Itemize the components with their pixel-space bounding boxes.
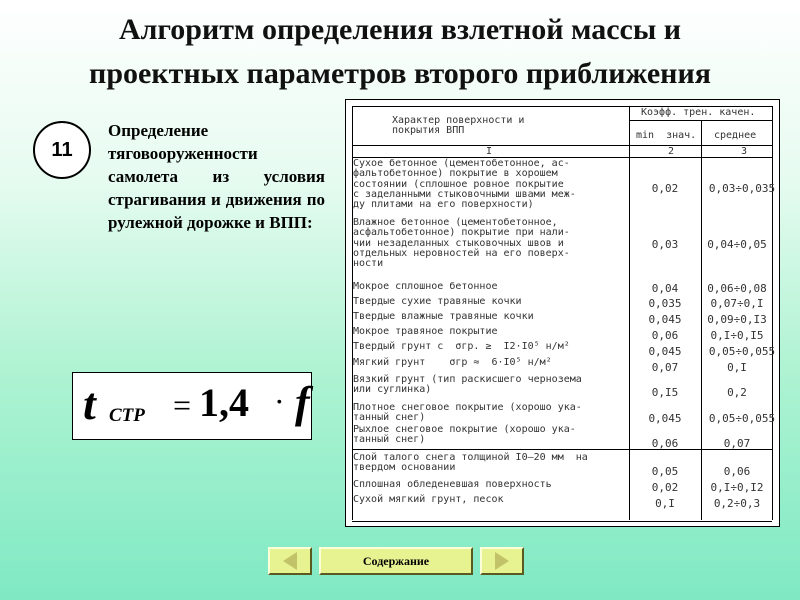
table-row-avg: 0,03÷0,035: [708, 182, 776, 195]
formula-lhs-subscript: СТР: [109, 405, 145, 426]
table-row-min: 0,06: [651, 329, 679, 342]
step-number: 11: [51, 138, 73, 161]
table-colnum-1: I: [486, 146, 493, 157]
step-number-badge: [33, 121, 91, 179]
formula-equals: =: [173, 387, 192, 423]
slide-title-line2: проектных параметров второго приближения: [89, 57, 711, 90]
friction-coefficient-table: [345, 99, 780, 527]
table-row-surface: Сухое бетонное (цементобетонное, ас- фальтобетонное) покрытие в хорошем состоянии (сплошное ровное покрытие с заделанными стыковочными швами меж- ду плитами на его поверхности): [353, 158, 576, 211]
table-row-min: 0,07: [651, 361, 679, 374]
table-row-surface: Мягкий грунт σгр ≈ 6·I0⁵ н/м²: [353, 357, 552, 368]
table-row-min: 0,02: [651, 481, 679, 494]
table-row-min: 0,045: [648, 345, 682, 358]
table-row-avg: 0,I÷0,I2: [710, 481, 764, 494]
table-row-avg: 0,06: [723, 465, 751, 478]
table-col-divider-1: [629, 106, 630, 520]
formula-multiply: ·: [274, 383, 285, 419]
triangle-left-icon: [283, 552, 297, 570]
table-row-avg: 0,09÷0,I3: [707, 313, 767, 326]
table-header-min: min знач.: [636, 130, 697, 141]
formula-variable: f: [295, 378, 310, 427]
table-header-surface: Характер поверхности и покрытия ВПП: [392, 115, 525, 137]
formula-box: [72, 372, 312, 440]
contents-button[interactable]: [319, 547, 473, 575]
table-row-avg: 0,05÷0,055: [708, 345, 776, 358]
table-row-surface: Сплошная обледеневшая поверхность: [353, 479, 552, 490]
table-row-surface: Влажное бетонное (цементобетонное, асфальтобетонное) покрытие при нали- чии незаделанных стыковочных швов и отдельных неровностей на его поверх- ности: [353, 217, 570, 270]
table-row-min: 0,02: [651, 182, 679, 195]
table-row-avg: 0,I: [727, 361, 747, 374]
table-colnum-2: 2: [668, 146, 675, 157]
table-row-surface: Твердый грунт с σгр. ≥ I2·I0⁵ н/м²: [353, 341, 570, 352]
table-row-avg: 0,07÷0,I: [710, 297, 764, 310]
table-row-min: 0,03: [651, 238, 679, 251]
table-row-avg: 0,2÷0,3: [713, 497, 761, 510]
table-row-surface: Рыхлое снеговое покрытие (хорошо ука- танный снег): [353, 424, 576, 446]
table-row-min: 0,04: [651, 282, 679, 295]
slide-title-line1: Алгоритм определения взлетной массы и: [118, 13, 682, 46]
table-row-min: 0,045: [648, 412, 682, 425]
table-border-right: [772, 106, 773, 520]
table-row-min: 0,05: [651, 465, 679, 478]
slide-title: [0, 8, 800, 96]
table-row-min: 0,045: [648, 313, 682, 326]
table-row-surface: Сухой мягкий грунт, песок: [353, 494, 504, 505]
table-row-surface: Слой талого снега толщиной I0–20 мм на твердом основании: [353, 452, 588, 474]
table-row-min: 0,035: [648, 297, 682, 310]
table-header-avg: среднее: [714, 130, 757, 141]
table-bottom-line: [352, 521, 772, 522]
table-row-avg: 0,07: [723, 437, 751, 450]
table-row-surface: Плотное снеговое покрытие (хорошо ука- танный снег): [353, 402, 582, 424]
table-row-surface: Твердые влажные травяные кочки: [353, 311, 534, 322]
table-row-min: 0,I: [655, 497, 675, 510]
table-row-avg: 0,05÷0,055: [708, 412, 776, 425]
table-colnum-3: 3: [741, 146, 748, 157]
triangle-right-icon: [495, 552, 509, 570]
table-row-surface: Вязкий грунт (тип раскисшего чернозема или суглинка): [353, 374, 582, 396]
table-row-surface: Твердые сухие травяные кочки: [353, 296, 522, 307]
table-row-min: 0,I5: [651, 386, 679, 399]
table-row-min: 0,06: [651, 437, 679, 450]
table-row-avg: 0,2: [727, 386, 747, 399]
table-header-coefficient: Коэфф. трен. качен.: [641, 107, 756, 118]
step-description: Определение тяговооруженности самолета из условия страгивания и движения по рулежной дорожке и ВПП:: [108, 121, 325, 232]
next-slide-button[interactable]: [480, 547, 524, 575]
table-row-avg: 0,I÷0,I5: [710, 329, 764, 342]
table-header-split: [629, 120, 772, 121]
contents-button-label: Содержание: [362, 553, 430, 568]
table-row-surface: Мокрое сплошное бетонное: [353, 281, 498, 292]
table-row-avg: 0,06÷0,08: [707, 282, 767, 295]
table-col-divider-2: [701, 120, 702, 520]
table-row-avg: 0,04÷0,05: [707, 238, 767, 251]
formula-coefficient: 1,4: [199, 380, 249, 425]
table-row-surface: Мокрое травяное покрытие: [353, 326, 498, 337]
formula-lhs: t: [83, 378, 96, 429]
prev-slide-button[interactable]: [268, 547, 312, 575]
table-header-line: [352, 145, 772, 146]
